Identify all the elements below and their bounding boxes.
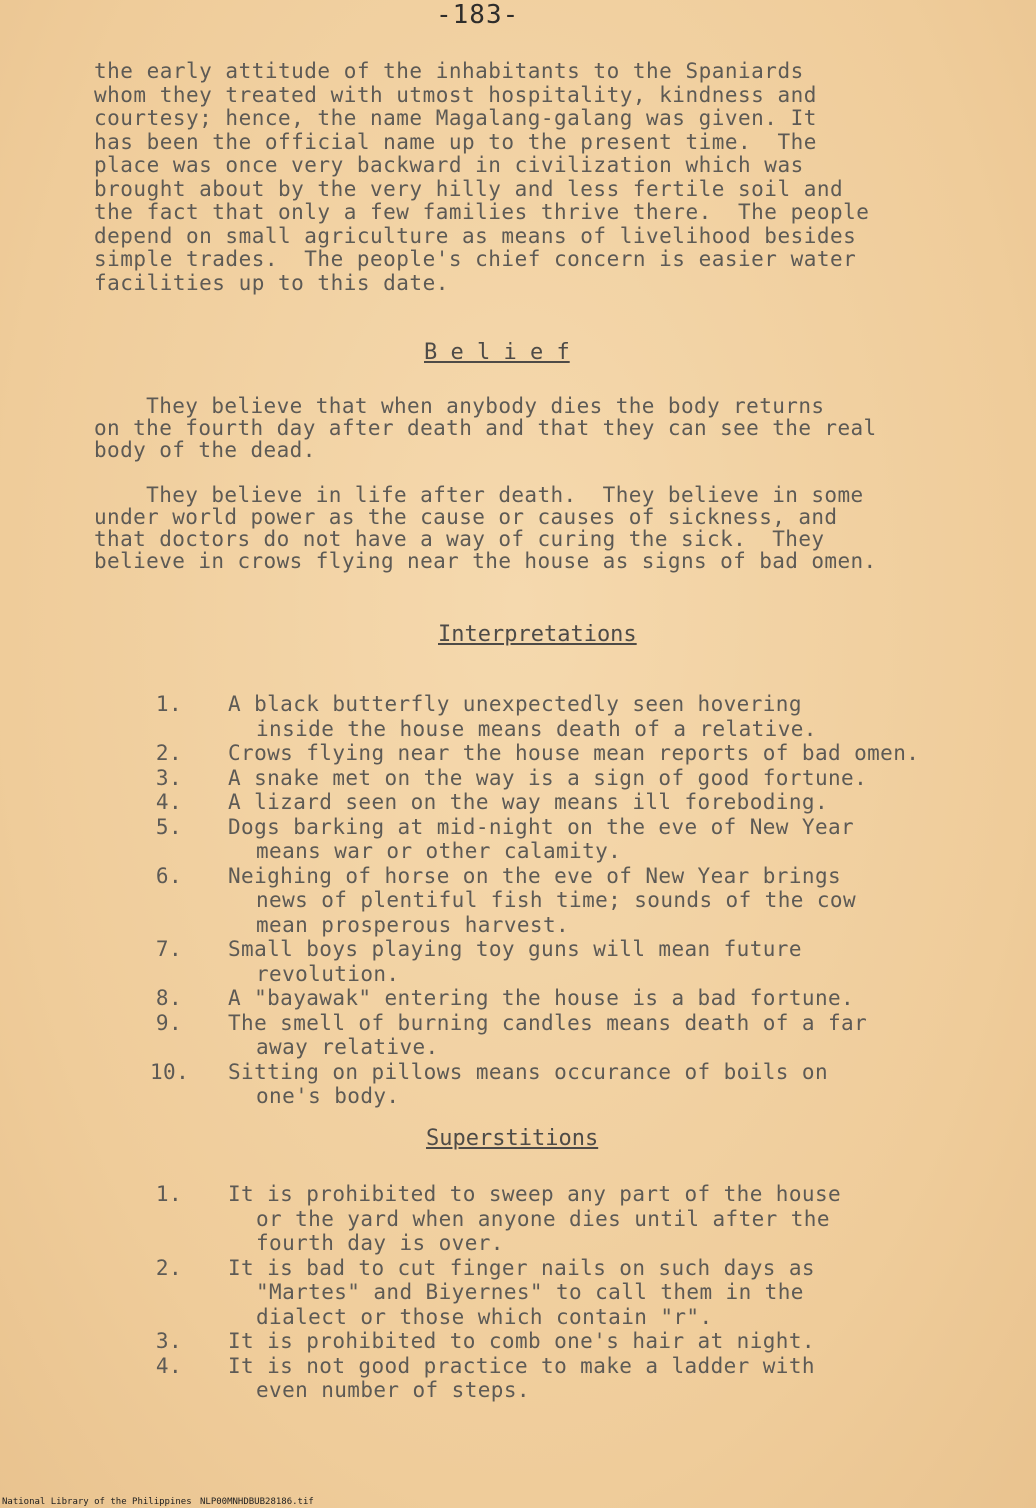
belief-heading: B e l i e f [424, 340, 570, 365]
list-item-number: 4. [155, 1353, 182, 1378]
intro-line: brought about by the very hilly and less fertile soil and [94, 176, 844, 201]
list-item-number: 9. [155, 1010, 182, 1035]
list-item-number: 1. [155, 1182, 182, 1206]
list-item-number: 3. [155, 765, 182, 790]
list-item-number: 3. [155, 1329, 182, 1353]
list-item-number: 4. [155, 790, 182, 814]
list-item-number: 10. [150, 1059, 190, 1084]
list-item-text: It is bad to cut finger nails on such days as [228, 1255, 815, 1280]
list-item-text: The smell of burning candles means death of a far [228, 1010, 868, 1035]
list-item-text: fourth day is over. [256, 1231, 504, 1255]
intro-line: facilities up to this date. [94, 270, 449, 295]
list-item [150, 814, 855, 864]
intro-line: the early attitude of the inhabitants to the Spaniards [94, 59, 804, 83]
list-item-number: 2. [155, 741, 182, 765]
belief-line: They believe in life after death. They believe in some [94, 483, 864, 507]
superstitions-heading: Superstitions [426, 1126, 599, 1151]
intro-line: depend on small agriculture as means of livelihood besides [94, 223, 857, 248]
interpretations-list [150, 692, 920, 1109]
list-item [150, 790, 841, 815]
list-item-text: A lizard seen on the way means ill foreboding. [228, 790, 828, 814]
list-item-text: It is not good practice to make a ladder with [228, 1353, 815, 1378]
list-item-text: A snake met on the way is a sign of good fortune. [228, 765, 868, 790]
list-item [150, 1182, 842, 1256]
list-item-text: news of plentiful fish time; sounds of the cow [256, 888, 856, 912]
intro-line: whom they treated with utmost hospitality, kindness and [94, 82, 817, 107]
belief-paragraph-2 [94, 484, 877, 572]
list-item [150, 1255, 815, 1330]
list-item-text: Crows flying near the house mean reports of bad omen. [228, 741, 920, 765]
intro-line: the fact that only a few families thrive there. The people [94, 200, 870, 224]
list-item-number: 8. [155, 986, 182, 1010]
list-item-text: inside the house means death of a relative. [256, 716, 817, 741]
list-item-text: mean prosperous harvest. [256, 912, 570, 937]
belief-line: believe in crows flying near the house as signs of bad omen. [94, 549, 877, 573]
list-item [150, 863, 856, 938]
list-item [150, 937, 841, 986]
interpretations-heading: Interpretations [438, 622, 637, 647]
belief-line: under world power as the cause or causes of sickness, and [94, 505, 838, 529]
intro-line: place was once very backward in civilization which was [94, 153, 804, 177]
belief-paragraph-1 [94, 395, 877, 461]
list-item-text: dialect or those which contain "r". [256, 1304, 713, 1329]
list-item-number: 7. [155, 937, 182, 961]
list-item [150, 1329, 815, 1354]
list-item-text: away relative. [256, 1035, 439, 1059]
list-item-number: 1. [155, 692, 182, 716]
footer-institution: National Library of the Philippines [2, 1497, 192, 1507]
belief-line: that doctors do not have a way of curing the sick. They [94, 527, 825, 551]
intro-paragraph [94, 60, 869, 295]
list-item [150, 692, 841, 741]
list-item-text: Dogs barking at mid-night on the eve of New Year [228, 814, 855, 839]
list-item-text: revolution. [256, 961, 400, 986]
intro-line: has been the official name up to the present time. The [94, 129, 817, 154]
list-item-number: 2. [155, 1255, 182, 1280]
belief-line: body of the dead. [94, 438, 316, 462]
list-item-number: 5. [155, 814, 182, 839]
list-item-text: or the yard when anyone dies until after the [256, 1206, 830, 1231]
intro-line: courtesy; hence, the name Magalang-galang was given. It [94, 106, 817, 130]
list-item-text: A black butterfly unexpectedly seen hovering [228, 692, 802, 716]
superstitions-list [150, 1182, 842, 1403]
list-item-text: even number of steps. [256, 1378, 530, 1402]
belief-line: They believe that when anybody dies the body returns [94, 394, 825, 418]
list-item-text: Sitting on pillows means occurance of boils on [228, 1059, 828, 1084]
list-item-text: Small boys playing toy guns will mean future [228, 937, 802, 961]
list-item-text: Neighing of horse on the eve of New Year brings [228, 863, 842, 888]
list-item [150, 765, 868, 791]
list-item-text: It is prohibited to sweep any part of the house [228, 1182, 842, 1206]
belief-line: on the fourth day after death and that they can see the real [94, 416, 877, 440]
list-item [150, 986, 855, 1011]
intro-line: simple trades. The people's chief concern is easier water [94, 247, 857, 271]
list-item-text: one's body. [256, 1084, 400, 1108]
list-item [150, 1010, 868, 1060]
list-item-text: It is prohibited to comb one's hair at night. [228, 1329, 815, 1353]
list-item [150, 741, 920, 766]
list-item [150, 1060, 841, 1109]
list-item-text: "Martes" and Biyernes" to call them in the [256, 1280, 804, 1304]
list-item-number: 6. [155, 863, 182, 888]
list-item [150, 1353, 815, 1403]
footer-filename: NLP00MNHDBUB28186.tif [200, 1497, 314, 1507]
page-number: -183- [436, 0, 520, 30]
list-item-text: means war or other calamity. [256, 839, 622, 863]
list-item-text: A "bayawak" entering the house is a bad fortune. [228, 986, 855, 1010]
